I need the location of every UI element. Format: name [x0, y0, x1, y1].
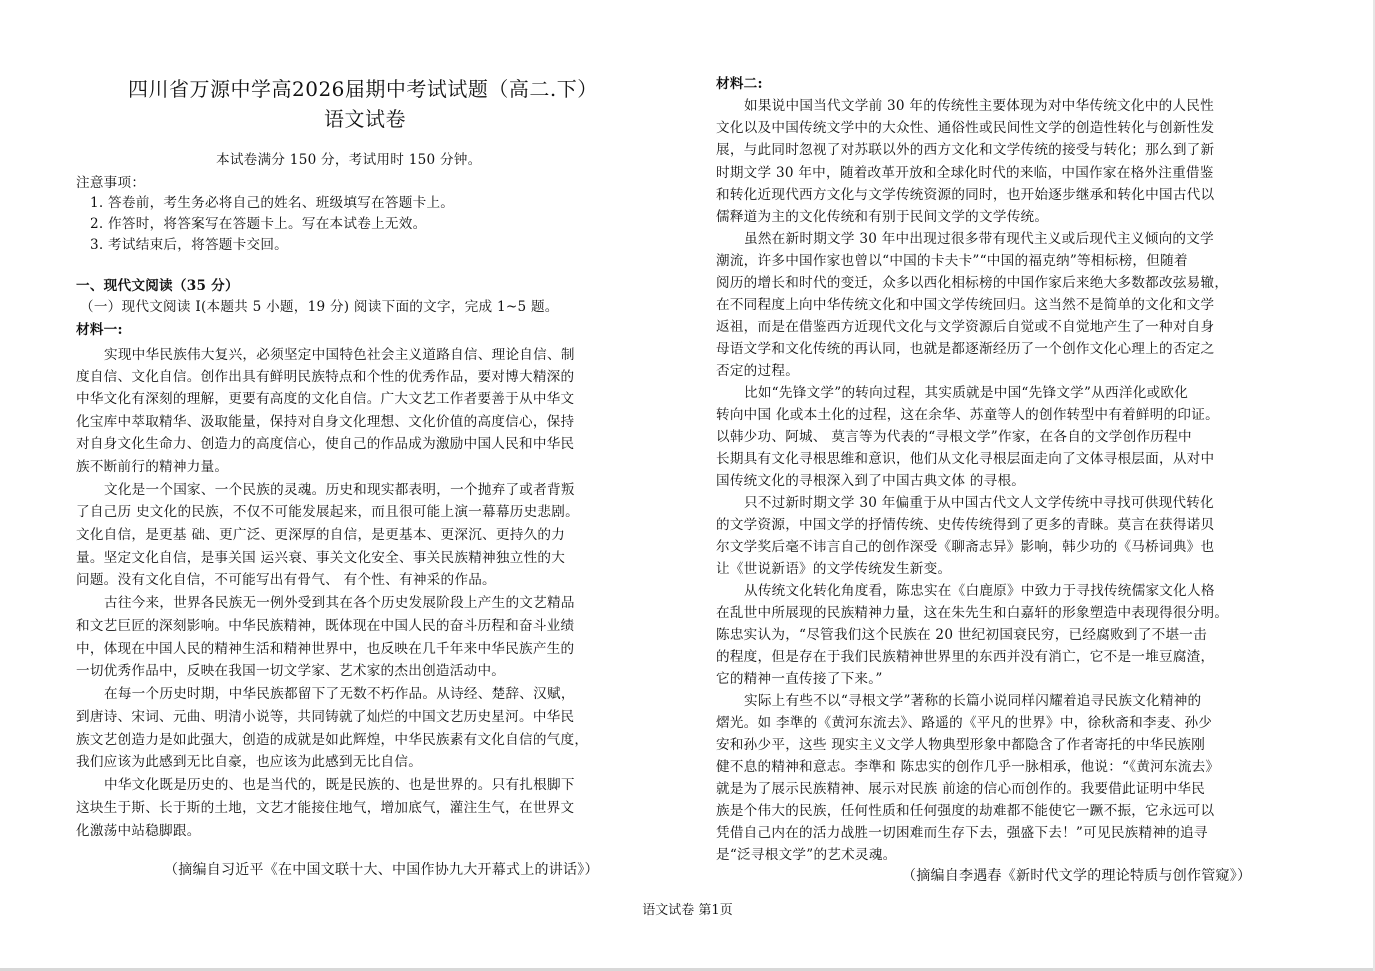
- material1-line: 化激荡中站稳脚跟。: [76, 823, 201, 839]
- material2-line: 阅历的增长和时代的变迁，众多以西化相标榜的中国作家后来绝大多数都改弦易辙，: [716, 275, 1229, 291]
- material2-line: 如果说中国当代文学前 30 年的传统性主要体现为对中华传统文化中的人民性: [744, 98, 1214, 114]
- material1-label: 材料一:: [76, 322, 123, 338]
- notice-item: 3. 考试结束后，将答题卡交回。: [90, 237, 289, 253]
- material2-line: 以韩少功、阿城、 莫言等为代表的“寻根文学”作家，在各自的文学创作历程中: [716, 429, 1192, 445]
- material2-line: 转向中国 化或本土化的过程，这在余华、苏童等人的创作转型中有着鲜明的印证。: [716, 407, 1219, 423]
- material1-line: 问题。没有文化自信，不可能写出有骨气、 有个性、有神采的作品。: [76, 572, 496, 588]
- section-heading: 一、现代文阅读（35 分）: [76, 278, 239, 294]
- material2-line: 实际上有些不以“寻根文学”著称的长篇小说同样闪耀着追寻民族文化精神的: [744, 693, 1202, 709]
- material2-line: 展，与此同时忽视了对苏联以外的西方文化和文学传统的接受与转化；那么到了新: [716, 142, 1215, 158]
- exam-subject-title: 语文试卷: [324, 107, 406, 131]
- material1-line: 对自身文化生命力、创造力的高度信心，使自己的作品成为激励中国人民和中华民: [76, 436, 575, 452]
- material2-line: 比如“先锋文学”的转向过程，其实质就是中国“先锋文学”从西洋化或欧化: [744, 385, 1189, 401]
- material1-line: 实现中华民族伟大复兴，必须坚定中国特色社会主义道路自信、理论自信、制: [104, 347, 575, 363]
- material1-line: 族不断前行的精神力量。: [76, 459, 229, 475]
- material2-label: 材料二:: [716, 76, 763, 92]
- material1-line: 化宝库中萃取精华、汲取能量，保持对自身文化理想、文化价值的高度信心，保持: [76, 414, 575, 430]
- score-info: 本试卷满分 150 分，考试用时 150 分钟。: [216, 152, 482, 168]
- material2-line: 返祖，而是在借鉴西方近现代文化与文学资源后自觉或不自觉地产生了一种对自身: [716, 319, 1215, 335]
- material2-line: 它的精神一直传接了下来。”: [716, 671, 883, 687]
- material2-credit: （摘编自李遇春《新时代文学的理论特质与创作管窥》）: [902, 868, 1252, 884]
- page-footer: 语文试卷 第1页: [642, 903, 733, 918]
- material2-line: 母语文学和文化传统的再认同，也就是都逐渐经历了一个创作文化心理上的否定之: [716, 341, 1215, 357]
- material2-line: 陈忠实认为，“尽管我们这个民族在 20 世纪初国衰民穷，已经腐败到了不堪一击: [716, 627, 1207, 643]
- material2-line: 族是个伟大的民族，任何性质和任何强度的劫难都不能使它一蹶不振，它永远可以: [716, 803, 1215, 819]
- material1-line: 一切优秀作品中，反映在我国一切文学家、艺术家的杰出创造活动中。: [76, 663, 506, 679]
- material1-line: 在每一个历史时期，中华民族都留下了无数不朽作品。从诗经、楚辞、汉赋，: [104, 686, 575, 702]
- section-sub-heading: （一）现代文阅读 I(本题共 5 小题，19 分) 阅读下面的文字，完成 1~5 题。: [80, 299, 559, 315]
- material2-line: 和转化近现代西方文化与文学传统资源的同时，也开始逐步继承和转化中国古代以: [716, 187, 1215, 203]
- material2-line: 熠光。如 李準的《黄河东流去》、路遥的《平凡的世界》中，徐秋斋和李麦、孙少: [716, 715, 1213, 731]
- material1-line: 中华文化有深刻的理解，更要有高度的文化自信。广大文艺工作者要善于从中华文: [76, 391, 575, 407]
- notice-heading: 注意事项：: [76, 175, 146, 191]
- notice-item: 1. 答卷前，考生务必将自己的姓名、班级填写在答题卡上。: [90, 195, 455, 211]
- material1-line: 中，体现在中国人民的精神生活和精神世界中，也反映在几千年来中华民族产生的: [76, 641, 575, 657]
- material2-line: 在乱世中所展现的民族精神力量，这在朱先生和白嘉轩的形象塑造中表现得很分明。: [716, 605, 1229, 621]
- material2-line: 在不同程度上向中华传统文化和中国文学传统回归。这当然不是简单的文化和文学: [716, 297, 1215, 313]
- material2-line: 潮流，许多中国作家也曾以“中国的卡夫卡”“中国的福克纳”等相标榜，但随着: [716, 253, 1188, 269]
- material2-line: 虽然在新时期文学 30 年中出现过很多带有现代主义或后现代主义倾向的文学: [744, 231, 1214, 247]
- material2-line: 凭借自己内在的活力战胜一切困难而生存下去，强盛下去！”可见民族精神的追寻: [716, 825, 1208, 841]
- material1-line: 度自信、文化自信。创作出具有鲜明民族特点和个性的优秀作品，要对博大精深的: [76, 369, 575, 385]
- material2-line: 从传统文化转化角度看，陈忠实在《白鹿原》中致力于寻找传统儒家文化人格: [744, 583, 1215, 599]
- material2-line: 国传统文化的寻根深入到了中国古典文体 的寻根。: [716, 473, 1026, 489]
- material2-line: 安和孙少平，这些 现实主义文学人物典型形象中都隐含了作者寄托的中华民族刚: [716, 737, 1206, 753]
- material1-line: 我们应该为此感到无比自豪，也应该为此感到无比自信。: [76, 754, 423, 770]
- material1-credit: （摘编自习近平《在中国文联十大、中国作协九大开幕式上的讲话》）: [164, 862, 599, 878]
- material1-line: 和文艺巨匠的深刻影响。中华民族精神，既体现在中国人民的奋斗历程和奋斗业绩: [76, 618, 575, 634]
- material2-line: 健不息的精神和意志。李準和 陈忠实的创作几乎一脉相承，他说：“《黄河东流去》: [716, 759, 1220, 775]
- material2-line: 的程度，但是存在于我们民族精神世界里的东西并没有消亡，它不是一堆豆腐渣，: [716, 649, 1215, 665]
- exam-title: 四川省万源中学高2026届期中考试试题（高二.下）: [128, 77, 598, 101]
- material2-line: 是“泛寻根文学”的艺术灵魂。: [716, 847, 897, 863]
- material1-line: 到唐诗、宋词、元曲、明清小说等，共同铸就了灿烂的中国文艺历史星河。中华民: [76, 709, 575, 725]
- material2-line: 文化以及中国传统文学中的大众性、通俗性或民间性文学的创造性转化与创新性发: [716, 120, 1215, 136]
- material1-line: 古往今来，世界各民族无一例外受到其在各个历史发展阶段上产生的文艺精品: [104, 595, 575, 611]
- material2-line: 就是为了展示民族精神、展示对民族 前途的信心而创作的。我要借此证明中华民: [716, 781, 1206, 797]
- material2-line: 儒释道为主的文化传统和有别于民间文学的文学传统。: [716, 209, 1049, 225]
- material1-line: 量。坚定文化自信，是事关国 运兴衰、事关文化安全、事关民族精神独立性的大: [76, 550, 566, 566]
- material2-line: 尔文学奖后毫不讳言自己的创作深受《聊斋志异》影响，韩少功的《马桥词典》也: [716, 539, 1215, 555]
- material1-line: 族文艺创造力是如此强大，创造的成就是如此辉煌，中华民族素有文化自信的气度，: [76, 732, 589, 748]
- material1-line: 中华文化既是历史的、也是当代的，既是民族的、也是世界的。只有扎根脚下: [104, 777, 575, 793]
- material1-line: 文化自信，是更基 础、更广泛、更深厚的自信，是更基本、更深沉、更持久的力: [76, 527, 566, 543]
- material2-line: 否定的过程。: [716, 363, 800, 379]
- material2-line: 时期文学 30 年中，随着改革开放和全球化时代的来临，中国作家在格外注重借鉴: [716, 165, 1214, 181]
- material1-line: 文化是一个国家、一个民族的灵魂。历史和现实都表明，一个抛弃了或者背叛: [104, 482, 575, 498]
- material2-line: 只不过新时期文学 30 年偏重于从中国古代文人文学传统中寻找可供现代转化: [744, 495, 1214, 511]
- material2-line: 的文学资源，中国文学的抒情传统、史传传统得到了更多的青睐。莫言在获得诺贝: [716, 517, 1215, 533]
- material1-line: 了自己历 史文化的民族，不仅不可能发展起来，而且很可能上演一幕幕历史悲剧。: [76, 504, 579, 520]
- material1-line: 这块生于斯、长于斯的土地，文艺才能接住地气，增加底气，灌注生气，在世界文: [76, 800, 575, 816]
- notice-item: 2. 作答时，将答案写在答题卡上。写在本试卷上无效。: [90, 216, 427, 232]
- material2-line: 长期具有文化寻根思维和意识，他们从文化寻根层面走向了文体寻根层面，从对中: [716, 451, 1215, 467]
- material2-line: 让《世说新语》的文学传统发生新变。: [716, 561, 952, 577]
